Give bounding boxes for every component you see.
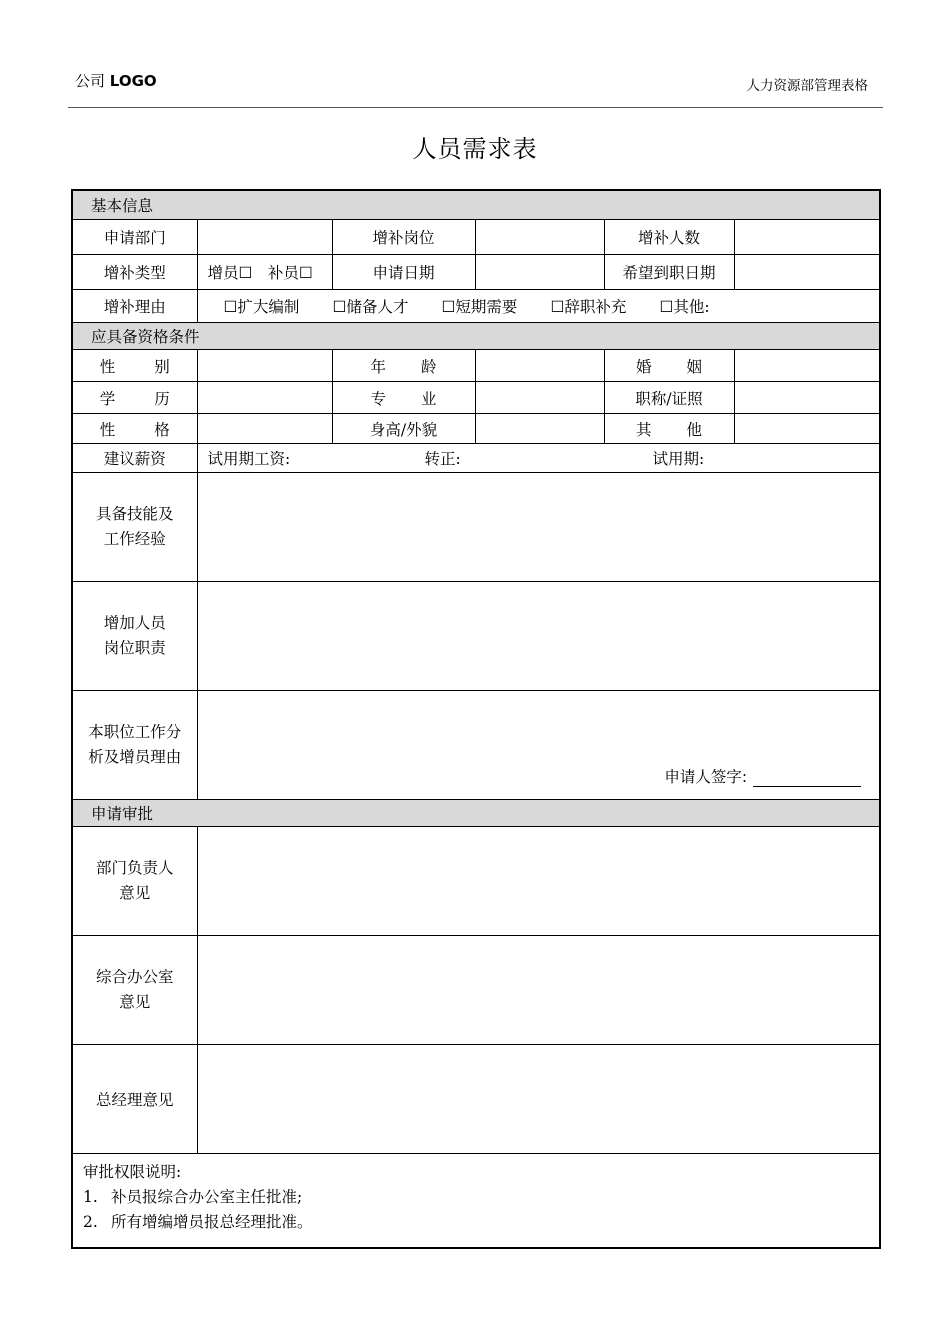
- label-character: 性 格: [72, 414, 197, 444]
- label-reason: 增补理由: [72, 290, 197, 323]
- field-skills[interactable]: [197, 473, 880, 582]
- field-office-opinion[interactable]: [197, 936, 880, 1045]
- field-height[interactable]: [475, 414, 604, 444]
- list-item: 1. 补员报综合办公室主任批准;: [83, 1188, 303, 1206]
- section-approval: [72, 800, 880, 827]
- table-row: [72, 444, 880, 473]
- reason-option[interactable]: ☐扩大编制: [223, 298, 300, 316]
- section-approval-title: 申请审批: [72, 800, 880, 827]
- table-row: [72, 414, 880, 444]
- probation-label: 试用期:: [652, 450, 705, 468]
- section-qualifications: [72, 323, 880, 350]
- field-type-options[interactable]: 增员☐ 补员☐: [197, 255, 332, 290]
- field-gender[interactable]: [197, 350, 332, 382]
- table-row: [72, 290, 880, 323]
- logo-text: LOGO: [109, 72, 157, 90]
- table-row: [72, 582, 880, 691]
- field-character[interactable]: [197, 414, 332, 444]
- label-skills: 具备技能及 工作经验: [72, 473, 197, 582]
- label-cert: 职称/证照: [604, 382, 734, 414]
- label-post: 增补岗位: [332, 220, 475, 255]
- section-qualifications-title: 应具备资格条件: [72, 323, 880, 350]
- label-hope-date: 希望到职日期: [604, 255, 734, 290]
- table-row: [72, 382, 880, 414]
- reason-option[interactable]: ☐辞职补充: [550, 298, 627, 316]
- label-major: 专 业: [332, 382, 475, 414]
- label-other: 其 他: [604, 414, 734, 444]
- field-marriage[interactable]: [734, 350, 880, 382]
- list-item: 2. 所有增编增员报总经理批准。: [83, 1213, 313, 1231]
- label-type: 增补类型: [72, 255, 197, 290]
- label-age: 年 龄: [332, 350, 475, 382]
- reason-option[interactable]: ☐储备人才: [332, 298, 409, 316]
- label-gender: 性 别: [72, 350, 197, 382]
- company-name: 公司: [75, 72, 106, 90]
- header-divider: [68, 107, 883, 108]
- regular-label: 转正:: [424, 450, 461, 468]
- signature-line[interactable]: [753, 768, 861, 787]
- field-dept[interactable]: [197, 220, 332, 255]
- header-right-title: 人力资源部管理表格: [746, 78, 868, 94]
- table-row: [72, 691, 880, 800]
- reason-option[interactable]: ☐短期需要: [441, 298, 518, 316]
- field-count[interactable]: [734, 220, 880, 255]
- label-education: 学 历: [72, 382, 197, 414]
- field-age[interactable]: [475, 350, 604, 382]
- field-analysis[interactable]: [197, 691, 880, 800]
- field-major[interactable]: [475, 382, 604, 414]
- table-row: [72, 255, 880, 290]
- table-row: [72, 1045, 880, 1154]
- approval-notes: [72, 1154, 880, 1249]
- field-post[interactable]: [475, 220, 604, 255]
- table-row: [72, 220, 880, 255]
- field-cert[interactable]: [734, 382, 880, 414]
- notes-title: 审批权限说明:: [83, 1163, 182, 1181]
- label-duties: 增加人员 岗位职责: [72, 582, 197, 691]
- label-salary: 建议薪资: [72, 444, 197, 473]
- field-dept-head-opinion[interactable]: [197, 827, 880, 936]
- field-duties[interactable]: [197, 582, 880, 691]
- field-gm-opinion[interactable]: [197, 1045, 880, 1154]
- field-hope-date[interactable]: [734, 255, 880, 290]
- field-other[interactable]: [734, 414, 880, 444]
- label-office: 综合办公室 意见: [72, 936, 197, 1045]
- field-education[interactable]: [197, 382, 332, 414]
- field-reason-options[interactable]: [197, 290, 880, 323]
- section-basic: [72, 190, 880, 220]
- table-row: [72, 1154, 880, 1249]
- signature-label: 申请人签字:: [664, 768, 748, 786]
- section-basic-title: 基本信息: [72, 190, 880, 220]
- table-row: [72, 936, 880, 1045]
- field-salary[interactable]: [197, 444, 880, 473]
- probation-wage-label: 试用期工资:: [207, 450, 291, 468]
- label-gm: 总经理意见: [72, 1045, 197, 1154]
- label-dept: 申请部门: [72, 220, 197, 255]
- applicant-signature: [664, 765, 861, 787]
- page-title: 人员需求表: [412, 135, 538, 163]
- reason-option[interactable]: ☐其他:: [659, 298, 710, 316]
- table-row: [72, 827, 880, 936]
- table-row: [72, 350, 880, 382]
- company-logo: [75, 70, 157, 91]
- label-analysis: 本职位工作分 析及增员理由: [72, 691, 197, 800]
- table-row: [72, 473, 880, 582]
- requisition-form: [71, 189, 881, 1249]
- label-count: 增补人数: [604, 220, 734, 255]
- label-marriage: 婚 姻: [604, 350, 734, 382]
- label-apply-date: 申请日期: [332, 255, 475, 290]
- label-height: 身高/外貌: [332, 414, 475, 444]
- label-dept-head: 部门负责人 意见: [72, 827, 197, 936]
- field-apply-date[interactable]: [475, 255, 604, 290]
